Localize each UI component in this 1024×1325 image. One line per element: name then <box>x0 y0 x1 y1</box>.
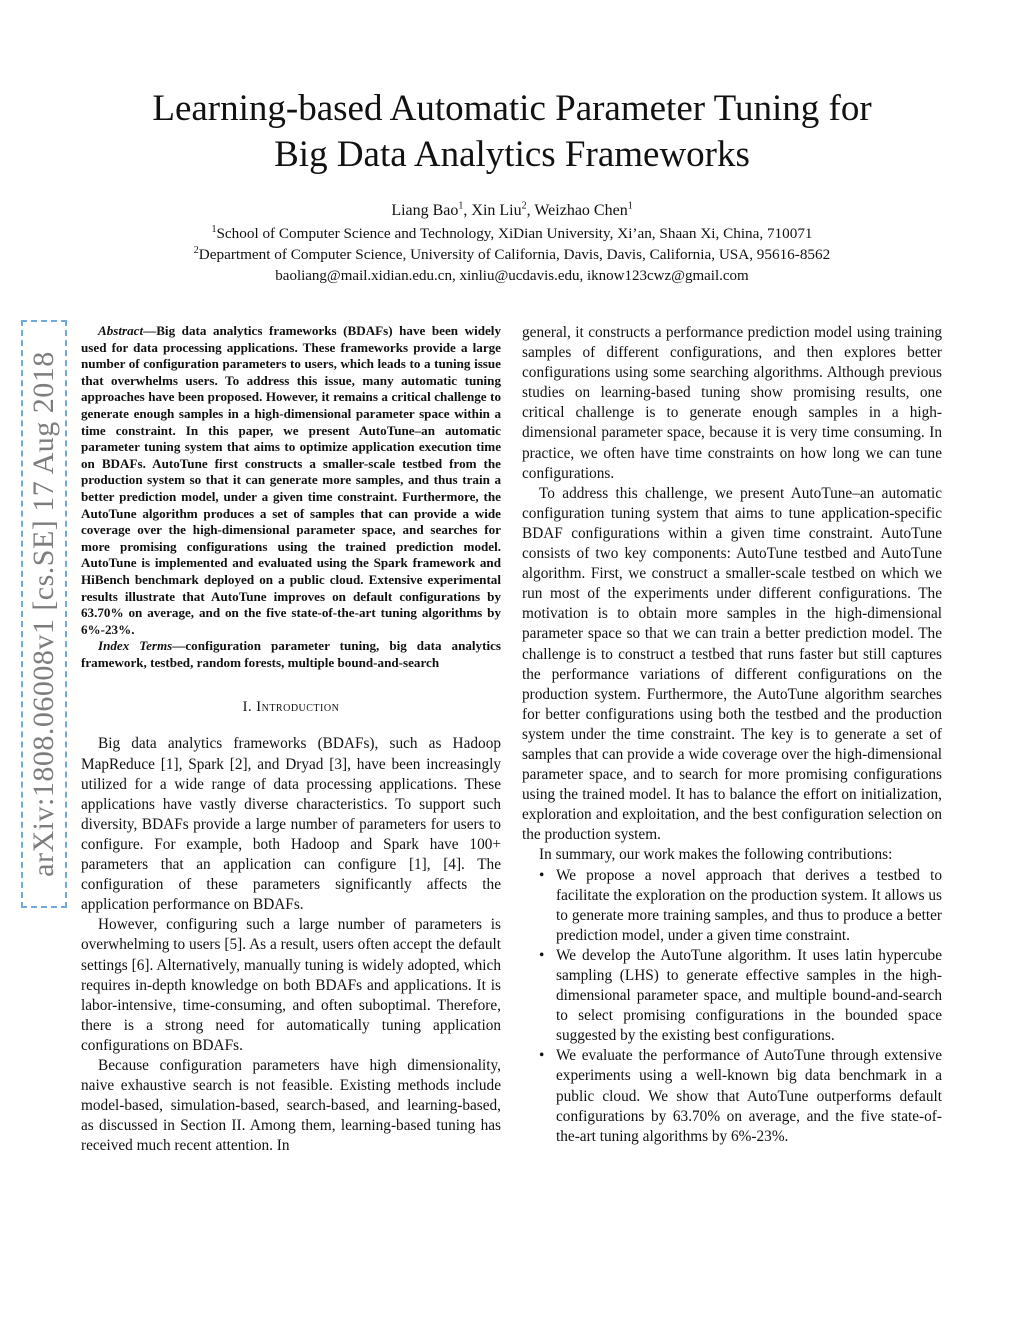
contribution-item: • We evaluate the performance of AutoTune through extensive experiments using a well-known big data benchmark in a public cloud. We show that AutoTune outperforms default configurations by 63.70% on average, and the five state-of-the-art tuning algorithms by 6%-23%. <box>539 1046 942 1146</box>
intro-paragraph: In summary, our work makes the following contributions: <box>539 846 893 864</box>
contribution-item: • We develop the AutoTune algorithm. It uses latin hypercube sampling (LHS) to generate effective samples in the high-dimensional parameter space, and multiple bound-and-search to select promising configurations in the bounded space suggested by the existing best configurations. <box>539 946 942 1046</box>
section-number: I. <box>242 699 253 716</box>
author-list: Liang Bao$^1$, Xin Liu$^2$, Weizhao Chen$^1$ <box>391 200 633 219</box>
affiliation-text: School of Computer Science and Technology, XiDian University, Xi’an, Shaan Xi, China, 710071 <box>216 225 813 242</box>
intro-paragraph-continued: general, it constructs a performance prediction model using training samples of different configurations, and then explores better configurations using some searching algorithms. Although previous studies on learning-based tuning show promising results, one critical challenge is to generate enough samples in a high-dimensional parameter space, because it is very time consuming. In practice, we often have time constraints on how long we can tune configurations. <box>522 324 942 482</box>
right-column <box>522 323 942 1147</box>
contributions-list <box>522 866 942 1147</box>
author-affil-mark: 1 <box>627 200 633 212</box>
paper-title <box>0 86 1024 178</box>
affiliation-mark: 2 <box>193 244 199 256</box>
author-name: Weizhao Chen <box>534 202 628 219</box>
affiliation-text: Department of Computer Science, University of California, Davis, Davis, California, USA, 95616-8562 <box>198 246 831 263</box>
intro-paragraph: Big data analytics frameworks (BDAFs), such as Hadoop MapReduce [1], Spark [2], and Dryad [3], have been increasingly utilized for a wide range of data processing applications. These applications have vastly diverse characteristics. To support such diversity, BDAFs provide a large number of parameters for users to configure. For example, both Hadoop and Spark have 100+ parameters that an application can configure [1], [4]. The configuration of these parameters significantly affects the application performance on BDAFs. <box>81 735 501 914</box>
affiliation-2 <box>0 246 1024 264</box>
abstract: Abstract—Big data analytics frameworks (BDAFs) have been widely used for data processing applications. These frameworks provide a large number of configuration parameters to users, which leads to a tuning issue that overwhelms users. To address this issue, many automatic tuning approaches have been proposed. However, it remains a critical challenge to generate enough samples in a high-dimensional parameter space within a time constraint. In this paper, we present AutoTune–an automatic parameter tuning system that aims to optimize application execution time on BDAFs. AutoTune first constructs a smaller-scale testbed from the production system so that it can generate more samples, and thus train a better prediction model, under a given time constraint. Furthermore, the AutoTune algorithm produces a set of samples that can provide a wide coverage over the high-dimensional parameter space, and searches for more promising configurations using the trained prediction model. AutoTune is implemented and evaluated using the Spark framework and HiBench benchmark deployed on a public cloud. Extensive experimental results illustrate that AutoTune improves on default configurations by 63.70% on average, and on the five state-of-the-art tuning algorithms by 6%-23%. <box>81 323 501 637</box>
index-terms: Index Terms—configuration parameter tuning, big data analytics framework, testbed, random forests, multiple bound-and-search <box>81 638 501 670</box>
author-name: Liang Bao <box>391 202 459 219</box>
title-line-1: Learning-based Automatic Parameter Tuning for <box>152 88 872 129</box>
index-terms-label: Index Terms <box>98 638 173 654</box>
contribution-item: • We propose a novel approach that derives a testbed to facilitate the exploration on the production system. It allows us to generate more training samples, and thus to produce a better prediction model, under a given time constraint. <box>539 866 942 946</box>
intro-paragraph: However, configuring such a large number of parameters is overwhelming to users [5]. As a result, users often accept the default settings [6]. Alternatively, manually tuning is widely adopted, which requires in-depth knowledge on both BDAFs and applications. It is labor-intensive, time-consuming, and often suboptimal. Therefore, there is a strong need for automatically tuning application configurations on BDAFs. <box>81 916 501 1054</box>
author-name: Xin Liu <box>471 202 522 219</box>
index-terms-text: configuration parameter tuning, big data analytics framework, testbed, random forests, multiple bound-and-search <box>81 638 501 670</box>
affiliation-mark: 1 <box>211 223 217 235</box>
intro-paragraph: To address this challenge, we present AutoTune–an automatic configuration tuning system that aims to tune application-specific BDAF configurations within a given time constraint. AutoTune consists of two key components: AutoTune testbed and AutoTune algorithm. First, we construct a smaller-scale testbed on which we run most of the experiments under different configurations. The motivation is to obtain more samples in the high-dimensional parameter space so that we can train a better prediction model. The challenge is to construct a testbed that runs faster but still captures the performance variations of different configurations on the production system. Furthermore, the AutoTune algorithm searches for better configurations using both the testbed and the production system under the time constraint. The key is to generate a set of samples that can provide a wide coverage over the high-dimensional parameter space, and to search for more promising configurations using the trained model. It has to balance the effort on initialization, exploration and exploitation, and the best configuration selection on the production system. <box>522 484 942 844</box>
author-affil-mark: 1 <box>458 200 464 212</box>
affiliation-1 <box>0 225 1024 243</box>
arxiv-stamp[interactable] <box>21 320 67 908</box>
author-affil-mark: 2 <box>521 200 527 212</box>
arxiv-stamp-text: arXiv:1808.06008v1 [cs.SE] 17 Aug 2018 <box>27 351 60 877</box>
intro-paragraph: Because configuration parameters have high dimensionality, naive exhaustive search is not feasible. Existing methods include model-based, simulation-based, search-based, and learning-based, as discussed in Section II. Among them, learning-based tuning has received much recent attention. In <box>81 1056 501 1155</box>
section-title: Introduction <box>256 699 340 716</box>
left-column <box>81 323 501 1156</box>
author-emails: baoliang@mail.xidian.edu.cn, xinliu@ucdavis.edu, iknow123cwz@gmail.com <box>275 268 749 284</box>
abstract-label: Abstract <box>98 323 144 338</box>
title-line-2: Big Data Analytics Frameworks <box>274 134 750 175</box>
section-heading <box>81 699 501 716</box>
abstract-text: Big data analytics frameworks (BDAFs) have been widely used for data processing applications. These frameworks provide a large number of configuration parameters to users, which leads to a tuning issue that overwhelms users. To address this issue, many automatic tuning approaches have been proposed. However, it remains a critical challenge to generate enough samples in a high-dimensional parameter space within a time constraint. In this paper, we present AutoTune–an automatic parameter tuning system that aims to optimize application execution time on BDAFs. AutoTune first constructs a smaller-scale testbed from the production system so that it can generate more samples, and thus train a better prediction model, under a given time constraint. Furthermore, the AutoTune algorithm produces a set of samples that can provide a wide coverage over the high-dimensional parameter space, and searches for more promising configurations using the trained prediction model. AutoTune is implemented and evaluated using the Spark framework and HiBench benchmark deployed on a public cloud. Extensive experimental results illustrate that AutoTune improves on default configurations by 63.70% on average, and on the five state-of-the-art tuning algorithms by 6%-23%. <box>81 323 501 637</box>
